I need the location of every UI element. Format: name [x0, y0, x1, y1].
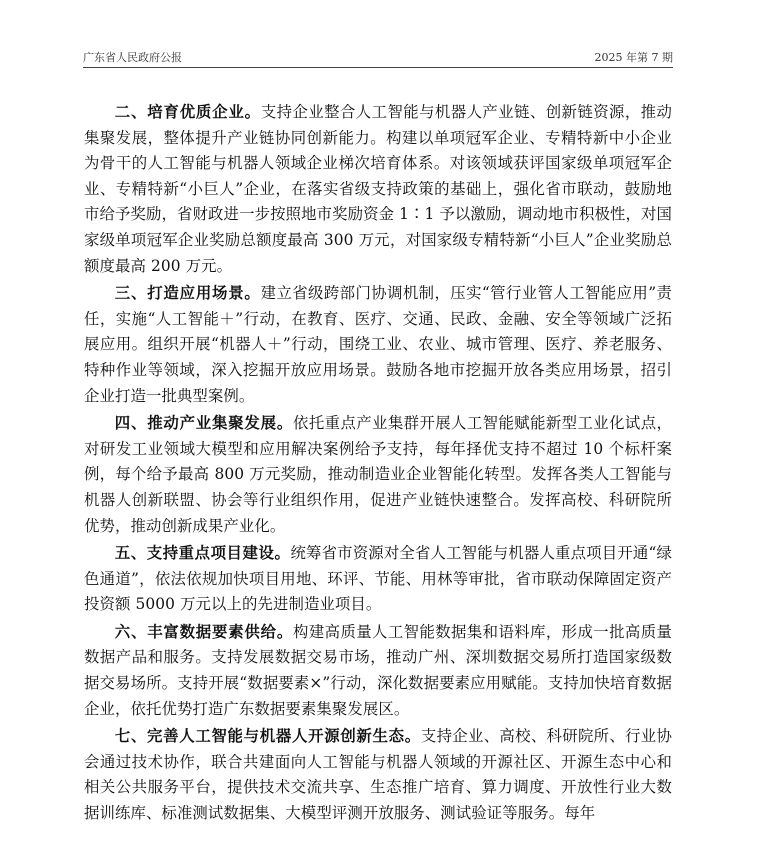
paragraph-text: 支持企业、高校、科研院所、行业协会通过技术协作，联合共建面向人工智能与机器人领域的开源社区、开源生态中心和相关公共服务平台，提供技术交流共享、生态推广培育、算力调度、开放性行业大数据训练库、标准测试数据集、大模型评测开放服务、测试验证等服务。每年 — [84, 727, 672, 823]
paragraph-5 — [84, 541, 672, 618]
page-header — [83, 47, 673, 68]
publication-title: 广东省人民政府公报 — [83, 51, 182, 64]
section-heading: 七、完善人工智能与机器人开源创新生态。 — [114, 727, 421, 746]
document-body — [84, 100, 672, 829]
section-heading: 四、推动产业集聚发展。 — [114, 414, 294, 433]
paragraph-text: 支持企业整合人工智能与机器人产业链、创新链资源，推动集聚发展，整体提升产业链协同创新能力。构建以单项冠军企业、专精特新中小企业为骨干的人工智能与机器人领域企业梯次培育体系。对该领域获评国家级单项冠军企业、专精特新“小巨人”企业，在落实省级支持政策的基础上，强化省市联动，鼓励地市给予奖励，省财政进一步按照地市奖励资金 1∶1 予以激励，调动地市积极性，对国家级单项冠军企业奖励总额度最高 300 万元，对国家级专精特新“小巨人”企业奖励总额度最高 200 万元。 — [84, 103, 672, 275]
paragraph-text: 建立省级跨部门协调机制，压实“管行业管人工智能应用”责任，实施“人工智能＋”行动，在教育、医疗、交通、民政、金融、安全等领域广泛拓展应用。组织开展“机器人＋”行动，围绕工业、农业、城市管理、医疗、养老服务、特种作业等领域，深入挖掘开放应用场景。鼓励各地市挖掘开放各类应用场景，招引企业打造一批典型案例。 — [84, 284, 672, 405]
paragraph-text: 统筹省市资源对全省人工智能与机器人重点项目开通“绿色通道”，依法依规加快项目用地、环评、节能、用林等审批，省市联动保障固定资产投资额 5000 万元以上的先进制造业项目。 — [84, 544, 672, 614]
paragraph-7 — [84, 724, 672, 826]
paragraph-3 — [84, 281, 672, 409]
paragraph-6 — [84, 620, 672, 722]
section-heading: 二、培育优质企业。 — [114, 103, 261, 121]
paragraph-text: 构建高质量人工智能数据集和语料库，形成一批高质量数据产品和服务。支持发展数据交易市场，推动广州、深圳数据交易所打造国家级数据交易场所。支持开展“数据要素×”行动，深化数据要素应用赋能。支持加快培育数据企业，依托优势打造广东数据要素集聚发展区。 — [84, 622, 672, 718]
paragraph-4 — [84, 411, 672, 539]
section-heading: 五、支持重点项目建设。 — [114, 544, 291, 563]
section-heading: 三、打造应用场景。 — [114, 284, 261, 303]
issue-number: 2025 年第 7 期 — [594, 51, 673, 64]
section-heading: 六、丰富数据要素供给。 — [114, 622, 294, 641]
paragraph-text: 依托重点产业集群开展人工智能赋能新型工业化试点，对研发工业领域大模型和应用解决案例给予支持，每年择优支持不超过 10 个标杆案例，每个给予最高 800 万元奖励，推动制造业企业智能化转型。发挥各类人工智能与机器人创新联盟、协会等行业组织作用，促进产业链快速整合。发挥高校、科研院所优势，推动创新成果产业化。 — [84, 414, 672, 535]
paragraph-2 — [84, 100, 672, 279]
